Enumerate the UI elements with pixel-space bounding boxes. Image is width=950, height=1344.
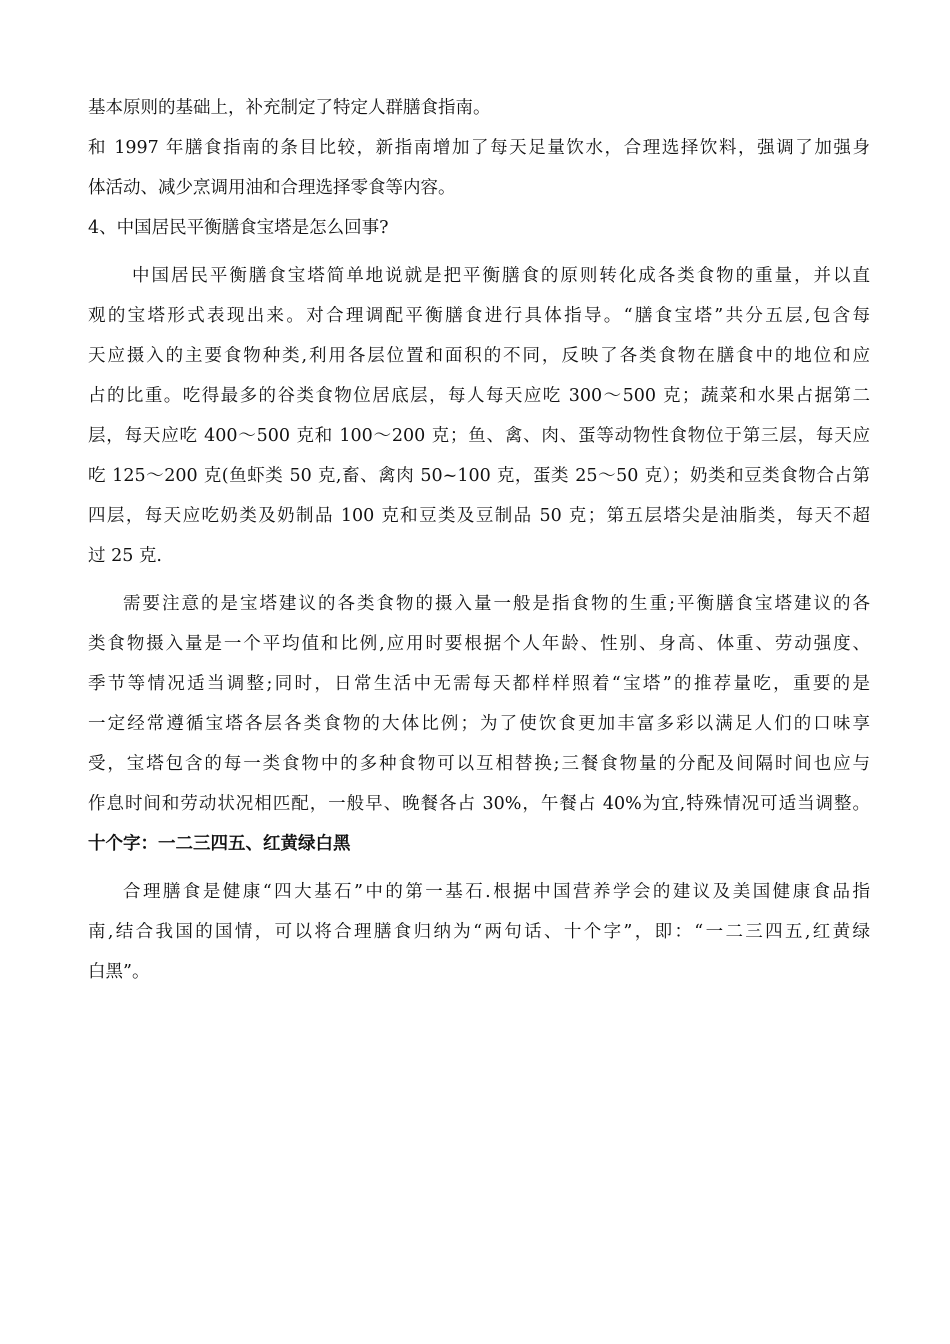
- paragraph-line: 和 1997 年膳食指南的条目比较，新指南增加了每天足量饮水，合理选择饮料，强调了加强身: [88, 138, 870, 158]
- paragraph-line: 季节等情况适当调整;同时，日常生活中无需每天都样样照着“宝塔”的推荐量吃，重要的是: [88, 674, 870, 694]
- paragraph-line: 类食物摄入量是一个平均值和比例,应用时要根据个人年龄、性别、身高、体重、劳动强度、: [88, 634, 870, 654]
- paragraph-line: 需要注意的是宝塔建议的各类食物的摄入量一般是指食物的生重;平衡膳食宝塔建议的各: [123, 594, 870, 614]
- paragraph-line: 南,结合我国的国情，可以将合理膳食归纳为“两句话、十个字”，即：“一二三四五,红黄绿: [88, 922, 870, 942]
- paragraph-line: 吃 125～200 克(鱼虾类 50 克,畜、禽肉 50~100 克，蛋类 25～50 克）；奶类和豆类食物合占第: [88, 466, 870, 486]
- paragraph-line: 白黑”。: [88, 962, 150, 982]
- paragraph-line: 层，每天应吃 400～500 克和 100～200 克；鱼、禽、肉、蛋等动物性食物位于第三层，每天应: [88, 426, 870, 446]
- paragraph-line: 四层，每天应吃奶类及奶制品 100 克和豆类及豆制品 50 克；第五层塔尖是油脂类，每天不超: [88, 506, 870, 526]
- paragraph-line: 观的宝塔形式表现出来。对合理调配平衡膳食进行具体指导。“膳食宝塔”共分五层,包含每: [88, 306, 870, 326]
- question-heading: 4、中国居民平衡膳食宝塔是怎么回事?: [88, 218, 389, 238]
- document-page: [88, 88, 870, 992]
- paragraph-line: 体活动、减少烹调用油和合理选择零食等内容。: [88, 178, 456, 198]
- paragraph-line: 过 25 克.: [88, 546, 162, 566]
- paragraph-line: 天应摄入的主要食物种类,利用各层位置和面积的不同，反映了各类食物在膳食中的地位和应: [88, 346, 870, 366]
- paragraph-line: 受，宝塔包含的每一类食物中的多种食物可以互相替换;三餐食物量的分配及间隔时间也应与: [88, 754, 870, 774]
- section-heading: 十个字：一二三四五、红黄绿白黑: [88, 834, 351, 854]
- paragraph-line: 中国居民平衡膳食宝塔简单地说就是把平衡膳食的原则转化成各类食物的重量，并以直: [132, 266, 870, 286]
- paragraph-line: 占的比重。吃得最多的谷类食物位居底层，每人每天应吃 300～500 克；蔬菜和水果占据第二: [88, 386, 870, 406]
- paragraph-line: 基本原则的基础上，补充制定了特定人群膳食指南。: [88, 98, 491, 118]
- paragraph-line: 合理膳食是健康“四大基石”中的第一基石.根据中国营养学会的建议及美国健康食品指: [123, 882, 870, 902]
- paragraph-line: 作息时间和劳动状况相匹配，一般早、晚餐各占 30%，午餐占 40%为宜,特殊情况可适当调整。: [88, 794, 870, 814]
- paragraph-line: 一定经常遵循宝塔各层各类食物的大体比例；为了使饮食更加丰富多彩以满足人们的口味享: [88, 714, 870, 734]
